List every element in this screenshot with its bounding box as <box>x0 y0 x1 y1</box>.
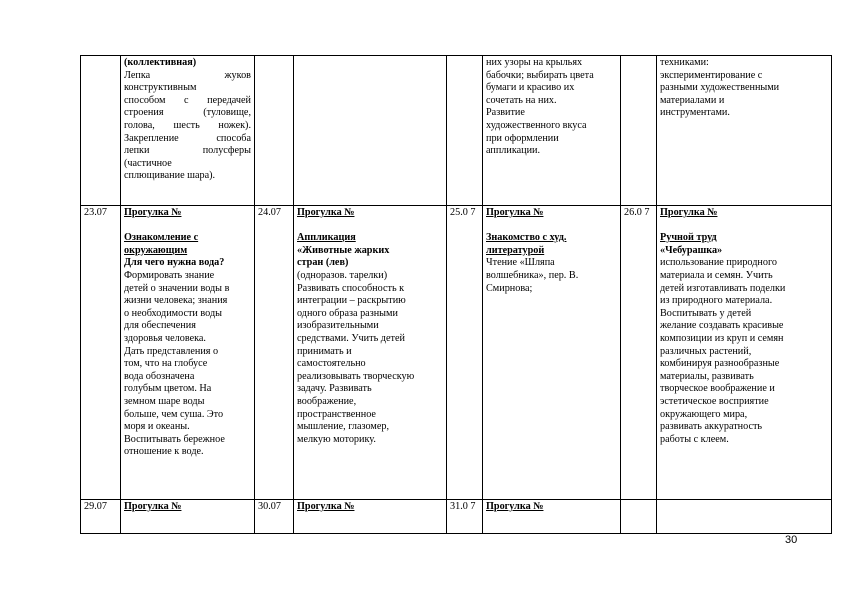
activity-text: сочетать на них. <box>486 94 557 106</box>
activity-text: Воспитывать бережное <box>124 433 225 445</box>
page-number: 30 <box>785 534 798 546</box>
activity-topic: «Животные жарких <box>297 244 390 256</box>
activity-text: Лепка жуков <box>124 69 251 81</box>
activity-text: развивать аккуратность <box>660 421 763 433</box>
activity-text: реализовывать творческую <box>297 370 415 382</box>
activity-text: самостоятельно <box>297 358 366 370</box>
activity-text: композиции из круп и семян <box>660 332 784 344</box>
activity-text: пространственное <box>297 408 376 420</box>
activity-text: голубым цветом. На <box>124 383 212 395</box>
activity-text: лепки полусферы <box>124 145 251 157</box>
activity-text: (одноразов. тарелки) <box>297 269 388 281</box>
date-cell: 26.0 7 <box>621 206 657 500</box>
activity-text: инструментами. <box>660 107 730 119</box>
walk-title: Прогулка № <box>486 207 544 218</box>
walk-title: Прогулка № <box>660 207 718 218</box>
activity-text: материалы, развивать <box>660 370 754 382</box>
activity-text: использование природного <box>660 257 777 269</box>
activity-text: Формировать знание <box>124 269 215 281</box>
activity-text: мышление, глазомер, <box>297 421 389 433</box>
activity-text: материалами и <box>660 94 725 106</box>
activity-text: Закрепление способа <box>124 132 251 144</box>
activity-text: мелкую моторику. <box>297 433 376 445</box>
activity-cell <box>294 206 447 500</box>
date-cell <box>621 500 657 534</box>
activity-text: для обеспечения <box>124 320 196 332</box>
activity-subject: Знакомство с худ. литературой <box>486 232 567 256</box>
activity-subject: Ручной труд <box>660 232 717 244</box>
activity-topic: Для чего нужна вода? <box>124 257 225 269</box>
activity-text: изобразительными <box>297 320 379 332</box>
walk-title: Прогулка № <box>297 207 355 218</box>
activity-subject: Ознакомление с окружающим <box>124 232 199 256</box>
activity-text: аппликации. <box>486 145 541 157</box>
activity-text: техниками: <box>660 57 709 68</box>
walk-title: Прогулка № <box>297 501 355 512</box>
activity-cell <box>294 56 447 206</box>
activity-text: Чтение «Шляпа <box>486 257 555 269</box>
activity-text: больше, чем суша. Это <box>124 408 224 420</box>
activity-cell <box>121 500 255 534</box>
activity-text: воображение, <box>297 395 357 407</box>
activity-text: моря и океаны. <box>124 421 190 433</box>
activity-text: материала и семян. Учить <box>660 269 773 281</box>
activity-text: конструктивным <box>124 82 197 94</box>
activity-text: средствами. Учить детей <box>297 332 405 344</box>
activity-text: них узоры на крыльях <box>486 57 583 68</box>
activity-cell <box>657 206 832 500</box>
activity-cell <box>121 56 255 206</box>
activity-topic: стран (лев) <box>297 257 349 269</box>
walk-title: Прогулка № <box>486 501 544 512</box>
activity-text: волшебника», пер. В. <box>486 269 579 281</box>
weekly-plan-table <box>80 55 832 534</box>
activity-cell <box>483 206 621 500</box>
date-cell: 24.07 <box>255 206 294 500</box>
activity-text: Смирнова; <box>486 282 533 294</box>
activity-text: окружающего мира, <box>660 408 748 420</box>
activity-text: эстетическое восприятие <box>660 395 769 407</box>
date-cell: 30.07 <box>255 500 294 534</box>
activity-text: одного образа разными <box>297 307 398 319</box>
activity-subject: Аппликация <box>297 232 356 244</box>
activity-topic: «Чебурашка» <box>660 244 723 256</box>
date-cell <box>447 56 483 206</box>
date-cell <box>81 56 121 206</box>
date-cell: 31.0 7 <box>447 500 483 534</box>
date-cell: 25.0 7 <box>447 206 483 500</box>
activity-text: жизни человека; знания <box>124 295 228 307</box>
activity-text: интеграции – раскрытию <box>297 295 406 307</box>
date-cell <box>255 56 294 206</box>
activity-text: детей изготавливать поделки <box>660 282 786 294</box>
date-cell: 29.07 <box>81 500 121 534</box>
activity-text: творческое воображение и <box>660 383 775 395</box>
activity-cell <box>657 500 832 534</box>
activity-text: желание создавать красивые <box>660 320 784 332</box>
activity-text: сплющивание шара). <box>124 170 216 182</box>
activity-text: Воспитывать у детей <box>660 307 752 319</box>
table-row <box>81 500 832 534</box>
activity-text: Развивать способность к <box>297 282 405 294</box>
activity-text: принимать и <box>297 345 352 357</box>
activity-text: способом с передачей <box>124 94 251 106</box>
activity-text: бабочки; выбирать цвета <box>486 69 594 81</box>
activity-text: Развитие <box>486 107 525 119</box>
activity-text: строения (туловище, <box>124 107 251 119</box>
activity-text: (коллективная) <box>124 57 197 68</box>
table-row <box>81 56 832 206</box>
activity-text: вода обозначена <box>124 370 195 382</box>
activity-text: детей о значении воды в <box>124 282 230 294</box>
activity-text: экспериментирование с <box>660 69 763 81</box>
activity-text: разными художественными <box>660 82 780 94</box>
activity-text: отношение к воде. <box>124 446 204 458</box>
activity-text: здоровья человека. <box>124 332 206 344</box>
activity-cell <box>121 206 255 500</box>
activity-cell <box>483 500 621 534</box>
activity-cell <box>483 56 621 206</box>
activity-text: голова, шесть ножек). <box>124 119 251 131</box>
activity-text: различных растений, <box>660 345 752 357</box>
date-cell <box>621 56 657 206</box>
activity-text: Дать представления о <box>124 345 219 357</box>
activity-text: том, что на глобусе <box>124 358 208 370</box>
activity-text: при оформлении <box>486 132 559 144</box>
activity-cell <box>294 500 447 534</box>
activity-cell <box>657 56 832 206</box>
activity-text: о необходимости воды <box>124 307 222 319</box>
activity-text: (частичное <box>124 157 172 169</box>
activity-text: земном шаре воды <box>124 395 205 407</box>
walk-title: Прогулка № <box>124 501 182 512</box>
walk-title: Прогулка № <box>124 207 182 218</box>
activity-text: комбинируя разнообразные <box>660 358 780 370</box>
table-row <box>81 206 832 500</box>
date-cell: 23.07 <box>81 206 121 500</box>
activity-text: художественного вкуса <box>486 119 587 131</box>
activity-text: задачу. Развивать <box>297 383 372 395</box>
activity-text: работы с клеем. <box>660 433 729 445</box>
activity-text: из природного материала. <box>660 295 773 307</box>
activity-text: бумаги и красиво их <box>486 82 575 94</box>
